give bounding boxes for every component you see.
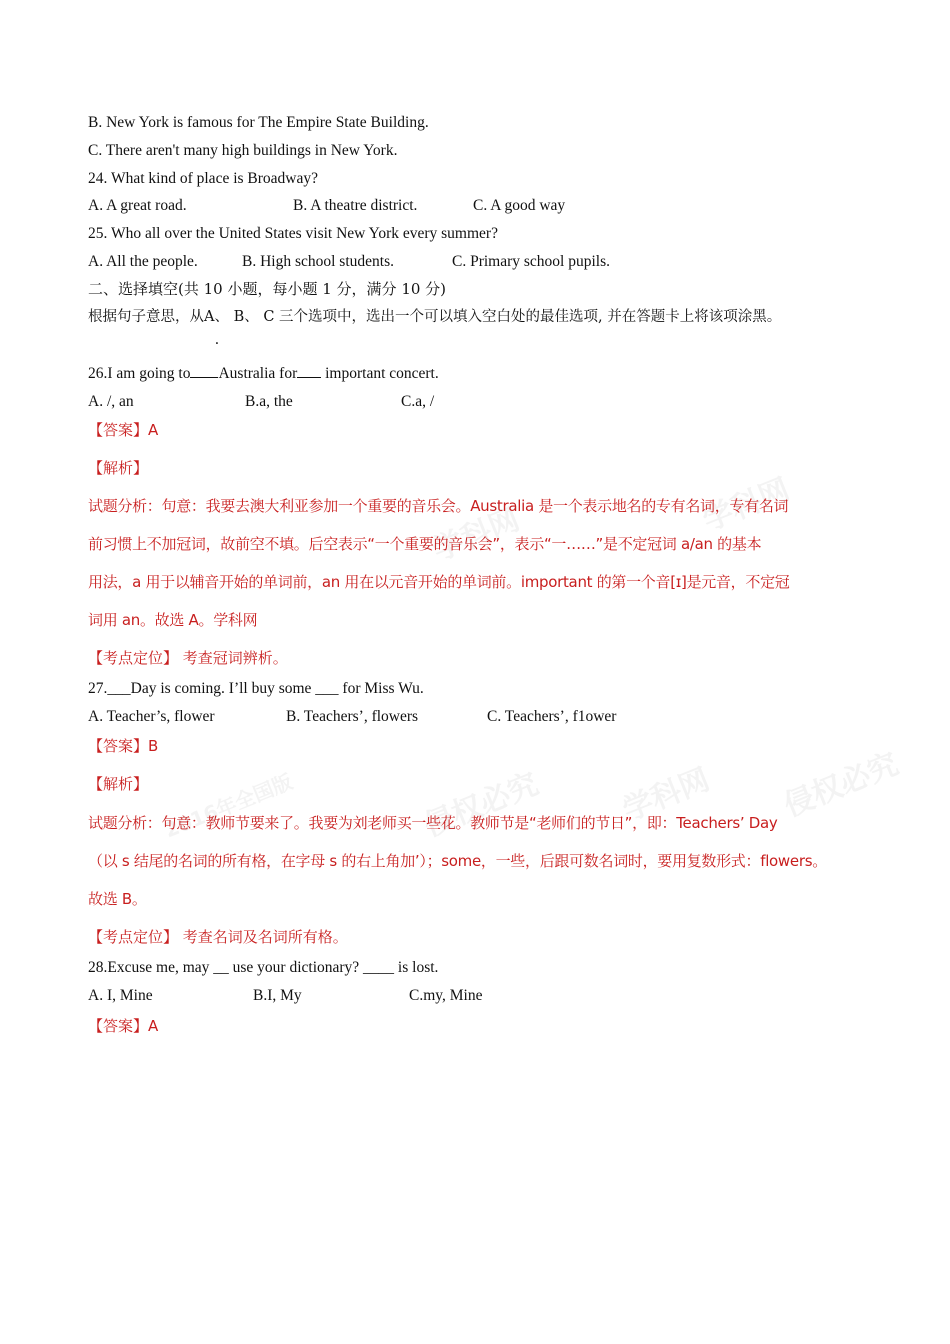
option-line: B. New York is famous for The Empire State Building. (88, 114, 429, 131)
option-c: C.a, / (401, 393, 435, 410)
option-a: A. I, Mine (88, 987, 153, 1004)
options-26 (88, 392, 868, 412)
option-b: B. Teachers’, flowers (286, 708, 419, 725)
answer-blank (190, 365, 218, 378)
answer-blank (297, 365, 321, 378)
q26-part3: important concert. (321, 365, 439, 382)
topic-label: 【考点定位】 考查名词及名词所有格。 (88, 928, 348, 946)
watermark: 学科网 (698, 472, 795, 539)
question-27: 27.___Day is coming. I’ll buy some ___ for Miss Wu. (88, 680, 424, 697)
analysis-text: 试题分析：句意：教师节要来了。我要为刘老师买一些花。教师节是“老师们的节日”，即：Teachers’ Day (88, 814, 778, 832)
question-26 (88, 364, 439, 384)
option-b: B. A theatre district. (293, 197, 418, 214)
question-24: 24. What kind of place is Broadway? (88, 170, 318, 187)
option-b: B. High school students. (242, 253, 394, 270)
option-c: C. Teachers’, f1ower (487, 708, 617, 725)
analysis-text: 词用 an。故选 A。学科网 (88, 611, 258, 629)
instructions: 根据句子意思，从A、 B、 C 三个选项中，选出一个可以填入空白处的最佳选项, 并在答题卡上将该项涂黑。 (88, 309, 782, 325)
analysis-text: 前习惯上不加冠词，故前空不填。后空表示“一个重要的音乐会”，表示“一……”是不定冠词 a/an 的基本 (88, 535, 762, 553)
analysis-text: 试题分析：句意：我要去澳大利亚参加一个重要的音乐会。Australia 是一个表示地名的专有名词，专有名词 (88, 497, 789, 515)
dot-mark: . (215, 331, 219, 348)
analysis-label: 【解析】 (88, 459, 149, 477)
option-a: A. /, an (88, 393, 134, 410)
watermark: 侵权必究 (779, 746, 904, 824)
topic-label: 【考点定位】 考查冠词辨析。 (88, 649, 288, 667)
option-c: C.my, Mine (409, 987, 483, 1004)
options-24 (88, 196, 868, 216)
analysis-text: （以 s 结尾的名词的所有格，在字母 s 的右上角加’）；some，一些，后跟可数名词时，要用复数形式：flowers。 (88, 852, 827, 870)
option-c: C. Primary school pupils. (452, 253, 611, 270)
watermark: 2016年全国版 (161, 769, 296, 843)
answer-label: 【答案】B (88, 737, 159, 755)
q26-part1: 26.I am going to (88, 365, 191, 382)
option-a: A. All the people. (88, 253, 198, 270)
option-b: B.I, My (253, 987, 302, 1004)
question-28: 28.Excuse me, may __ use your dictionary? ____ is lost. (88, 959, 439, 976)
option-b: B.a, the (245, 393, 293, 410)
watermark: 侵权必究 (419, 766, 544, 844)
watermark: 学科网 (428, 502, 525, 569)
options-28 (88, 986, 868, 1006)
section-title: 二、选择填空(共 10 小题，每小题 1 分，满分 10 分) (88, 280, 447, 298)
q26-part2: Australia for (218, 365, 298, 382)
option-a: A. Teacher’s, flower (88, 708, 215, 725)
analysis-text: 用法，a 用于以辅音开始的单词前，an 用在以元音开始的单词前。important 的第一个音[ɪ]是元音，不定冠 (88, 573, 790, 591)
analysis-text: 故选 B。 (88, 890, 147, 908)
answer-label: 【答案】A (88, 421, 159, 439)
answer-label: 【答案】A (88, 1017, 159, 1035)
question-25: 25. Who all over the United States visit New York every summer? (88, 225, 498, 242)
option-a: A. A great road. (88, 197, 187, 214)
option-line: C. There aren't many high buildings in New York. (88, 142, 398, 159)
option-c: C. A good way (473, 197, 566, 214)
analysis-label: 【解析】 (88, 775, 149, 793)
options-27 (88, 707, 868, 727)
options-25 (88, 252, 868, 272)
watermark: 学科网 (618, 762, 715, 829)
